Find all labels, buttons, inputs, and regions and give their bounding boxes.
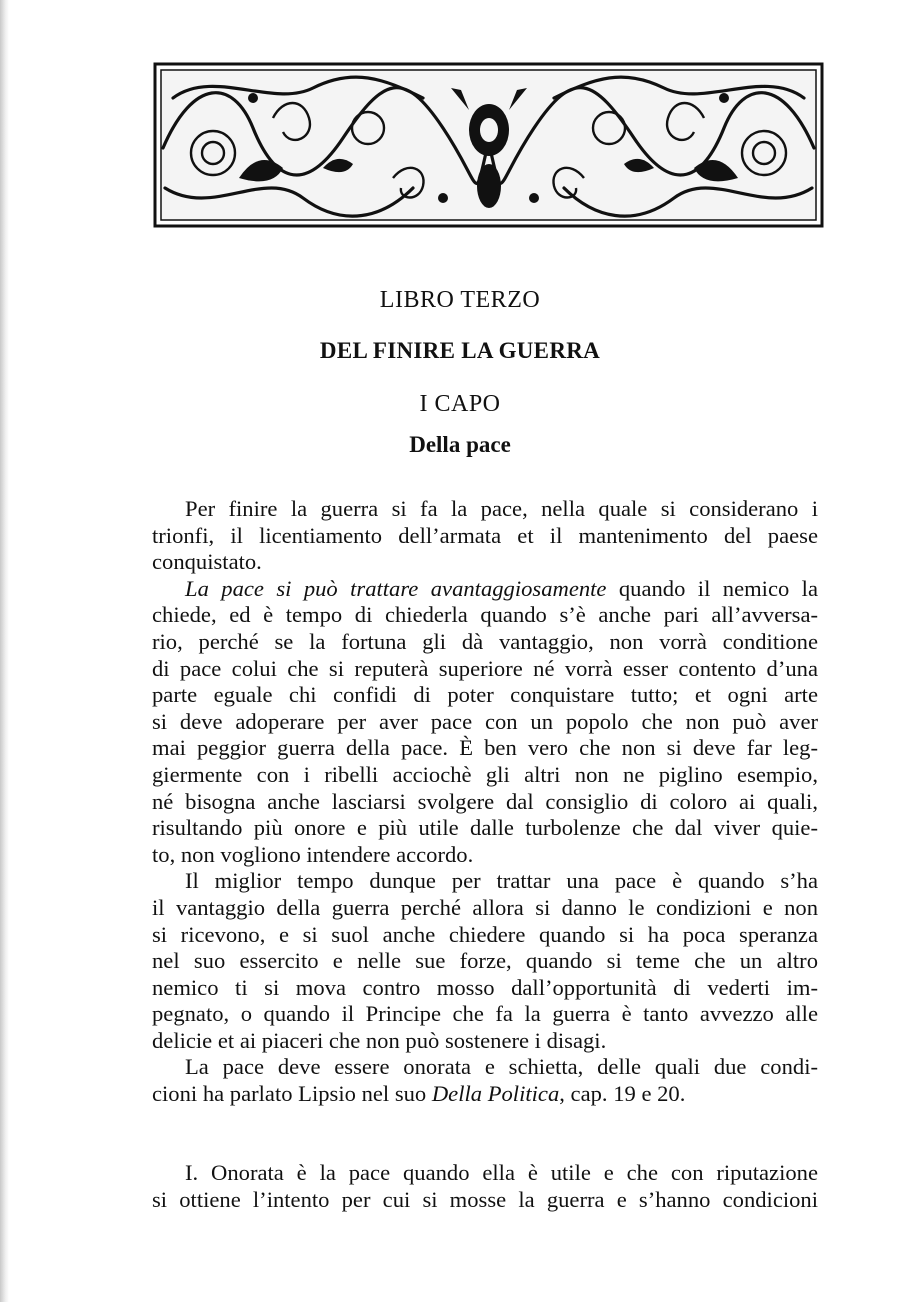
text-run: quando il nemico la xyxy=(606,575,818,601)
chapter-number: I CAPO xyxy=(419,391,501,417)
text-line: chiede, ed è tempo di chiederla quando s’è anche pari all’avversa- xyxy=(152,602,818,628)
chapter-subject: Della pace xyxy=(409,432,511,457)
paragraph-1 xyxy=(152,496,818,576)
paragraph-2 xyxy=(152,576,818,869)
text-run: , cap. 19 e 20. xyxy=(559,1081,686,1107)
text-line: trionfi, il licentiamento dell’armata et il mantenimento del paese xyxy=(152,522,818,548)
text-line: conquistato. xyxy=(152,549,262,575)
text-line: si ricevono, e si suol anche chiedere quando si ha poca speranza xyxy=(152,921,818,947)
text-line: risultando più onore e più utile dalle turbolenze che dal viver quie- xyxy=(152,815,818,841)
italic-book-title: Della Politica xyxy=(431,1081,560,1107)
paragraph-4 xyxy=(152,1054,818,1107)
text-line: nel suo essercito e nelle sue forze, quando si teme che un altro xyxy=(152,948,818,974)
text-line: to, non vogliono intendere accordo. xyxy=(152,841,474,867)
text-line: mai peggior guerra della pace. È ben vero che non si deve far leg- xyxy=(152,735,818,761)
italic-phrase: La pace si può trattare avantaggiosamente xyxy=(185,575,607,601)
chapter-body xyxy=(152,496,818,1108)
text-line: Il miglior tempo dunque per trattar una pace è quando s’ha xyxy=(185,868,818,894)
text-line: I. Onorata è la pace quando ella è utile e che con riputazione xyxy=(185,1160,818,1185)
text-line: né bisogna anche lasciarsi svolgere dal consiglio di coloro ai quali, xyxy=(152,788,818,814)
text-line xyxy=(152,1081,818,1108)
text-line: nemico ti si mova contro mosso dall’opportunità di vederti im- xyxy=(152,974,818,1000)
section-title: DEL FINIRE LA GUERRA xyxy=(319,338,601,363)
text-line: il vantaggio della guerra perché allora si danno le condizioni e non xyxy=(152,894,818,920)
text-line: di pace colui che si reputerà superiore né vorrà esser contento d’una xyxy=(152,655,818,681)
paragraph-3 xyxy=(152,868,818,1054)
text-run: cioni ha parlato Lipsio nel suo xyxy=(152,1081,432,1107)
text-line: rio, perché se la fortuna gli dà vantaggio, non vorrà conditione xyxy=(152,628,818,654)
text-line: delicie et ai piaceri che non può sostenere i disagi. xyxy=(152,1027,607,1053)
text-line: La pace deve essere onorata e schietta, delle quali due condi- xyxy=(185,1054,818,1080)
text-line: pegnato, o quando il Principe che fa la guerra è tanto avvezzo alle xyxy=(152,1001,818,1027)
text-line: Per finire la guerra si fa la pace, nella quale si considerano i xyxy=(185,496,818,521)
engraved-foliage-headpiece-icon xyxy=(153,58,824,230)
text-line: si ottiene l’intento per cui si mosse la guerra e s’hanno condicioni xyxy=(152,1186,818,1212)
page-binding-edge xyxy=(0,0,9,1302)
numbered-section xyxy=(152,1160,818,1213)
text-line: giermente con i ribelli acciochè gli altri non ne piglino esempio, xyxy=(152,761,818,787)
book-title: LIBRO TERZO xyxy=(379,287,541,313)
text-line: si deve adoperare per aver pace con un popolo che non può aver xyxy=(152,708,818,734)
text-line: parte eguale chi confidi di poter conquistare tutto; et ogni arte xyxy=(152,682,818,708)
text-line xyxy=(152,576,818,603)
